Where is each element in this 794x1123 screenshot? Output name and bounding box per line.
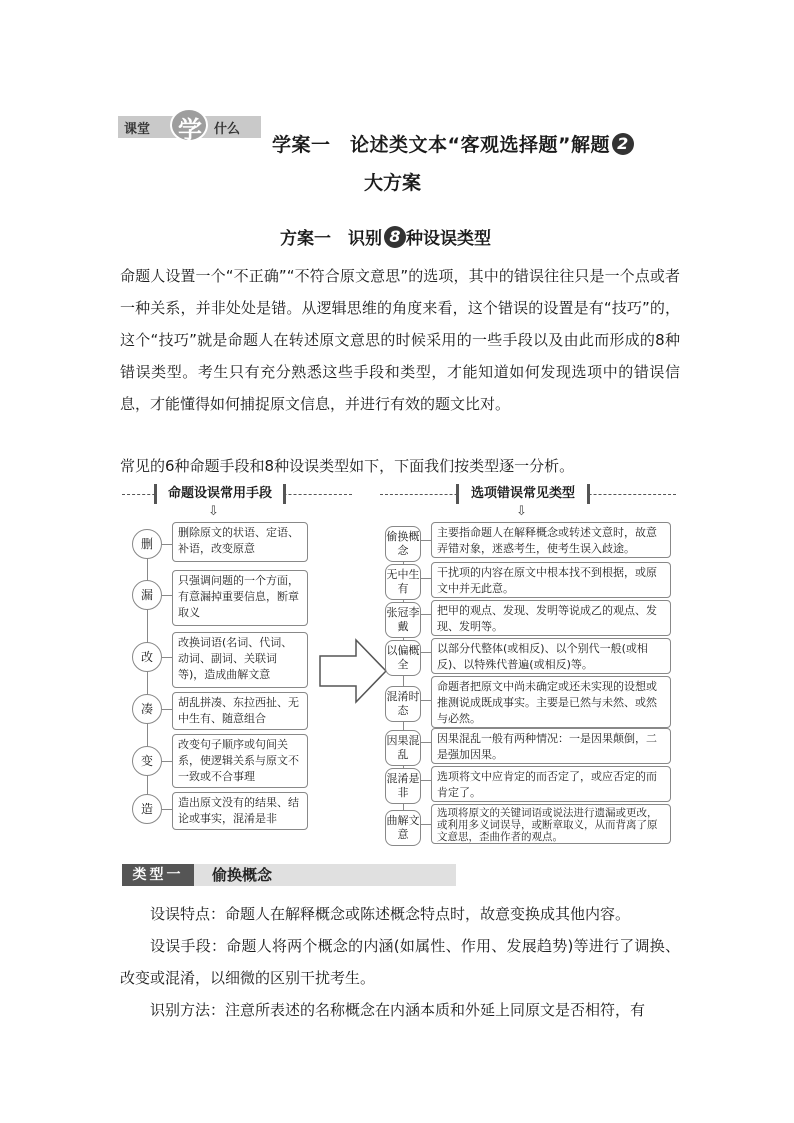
connector (162, 544, 172, 545)
type-box: 命题者把原文中尚未确定或还未实现的设想或推测说成既成事实。主要是已然与未然、或然与必然。 (431, 676, 671, 728)
type1-feature: 设误特点：命题人在解释概念或陈述概念特点时，故意变换成其他内容。 (150, 905, 631, 923)
type-pill (385, 810, 421, 846)
type-box: 把甲的观点、发现、发明等说成乙的观点、发现、发明等。 (431, 600, 671, 636)
badge-text-3: 什么 (214, 122, 241, 137)
connector (421, 652, 431, 653)
section-subtitle (280, 224, 491, 249)
method-box: 造出原文没有的结果、结论或事实，混淆是非 (172, 792, 308, 830)
big-right-arrow-icon (318, 638, 388, 704)
type-name: 偷换概念 (212, 866, 273, 884)
page-title (272, 130, 634, 157)
method-box: 改变句子顺序或句间关系，使逻辑关系与原文不一致或不合事理 (172, 734, 308, 788)
intro-paragraph-1 (120, 260, 680, 420)
method-circle: 凑 (132, 694, 162, 724)
type-label: 类型一 (122, 864, 194, 886)
connector (421, 780, 431, 781)
method-circle: 删 (132, 529, 162, 559)
type1-method: 设误手段：命题人将两个概念的内涵(如属性、作用、发展趋势)等进行了调换、改变或混淆，以细微的区别干扰考生。 (120, 937, 680, 987)
method-circle: 漏 (132, 580, 162, 610)
right-header: 选项错误常见类型 (456, 484, 590, 504)
method-box: 改换词语(名词、代词、动词、副词、关联词等)，造成曲解文意 (172, 632, 308, 688)
section-badge (118, 108, 261, 142)
badge-text-2: 学 (178, 116, 202, 144)
type1-identify: 识别方法：注意所表述的名称概念在内涵本质和外延上同原文是否相符，有 (150, 1001, 646, 1019)
method-circle: 造 (132, 794, 162, 824)
left-header: 命题设误常用手段 (154, 484, 286, 504)
intro-paragraph-2 (120, 450, 680, 482)
connector (421, 824, 431, 825)
badge-text-1: 课堂 (124, 122, 151, 137)
connector (162, 709, 172, 710)
connector (421, 700, 431, 701)
method-box: 只强调问题的一个方面，有意漏掉重要信息，断章取义 (172, 570, 308, 626)
connector (421, 742, 431, 743)
type-box: 主要指命题人在解释概念或转述文意时，故意弄错对象，迷惑考生，使考生误入歧途。 (431, 522, 671, 558)
type-pill (385, 730, 421, 766)
method-type-diagram (118, 484, 678, 844)
type-heading-bar (122, 864, 456, 886)
type-pill-text: 张冠李戴 (386, 606, 420, 633)
connector (162, 809, 172, 810)
type-pill-text: 因果混乱 (386, 734, 420, 761)
type-pill (385, 526, 421, 562)
type-pill-text: 以偏概全 (386, 644, 420, 671)
method-box: 胡乱拼凑、东拉西扯、无中生有、随意组合 (172, 692, 308, 730)
connector (162, 657, 172, 658)
type-pill (385, 602, 421, 638)
right-down-arrow-icon: ⇩ (516, 504, 527, 519)
connector (421, 540, 431, 541)
type-pill-text: 混淆时态 (386, 690, 420, 717)
type-box: 以部分代整体(或相反)、以个别代一般(或相反)、以特殊代普遍(或相反)等。 (431, 638, 671, 674)
intro-text-2: 常见的6种命题手段和8种设误类型如下，下面我们按类型逐一分析。 (120, 457, 575, 475)
type-box: 因果混乱一般有两种情况：一是因果颠倒，二是强加因果。 (431, 728, 671, 764)
type-pill-text: 无中生有 (386, 568, 420, 595)
left-down-arrow-icon: ⇩ (208, 504, 219, 519)
type1-paragraphs (120, 898, 680, 1026)
subtitle-after: 种设误类型 (406, 229, 491, 249)
type-pill-text: 混淆是非 (386, 772, 420, 799)
type-pill (385, 564, 421, 600)
method-box: 删除原文的状语、定语、补语，改变原意 (172, 522, 308, 562)
page-title-text: 学案一 论述类文本“客观选择题”解题 (272, 134, 610, 156)
title-number-circle: 2 (612, 133, 634, 155)
intro-text-1: 命题人设置一个“不正确”“不符合原文意思”的选项，其中的错误往往只是一个点或者一种关系，并非处处是错。从逻辑思维的角度来看，这个错误的设置是有“技巧”的，这个“技巧”就是命题人在转述原文意思的时候采用的一些手段以及由此而形成的8种错误类型。考生只有充分熟悉这些手段和类型，才能知道如何发现选项中的错误信息，才能懂得如何捕捉原文信息，并进行有效的题文比对。 (120, 267, 680, 413)
method-circle: 变 (132, 746, 162, 776)
type-pill-text: 偷换概念 (386, 530, 420, 557)
subtitle-number-circle: 8 (384, 226, 406, 248)
connector (162, 761, 172, 762)
subtitle-before: 方案一 识别 (280, 229, 382, 249)
type-pill-text: 曲解文意 (386, 814, 420, 841)
type-box: 干扰项的内容在原文中根本找不到根据，或原文中并无此意。 (431, 562, 671, 598)
connector (421, 578, 431, 579)
type-box: 选项将文中应肯定的而否定了，或应否定的而肯定了。 (431, 766, 671, 802)
type-pill (385, 640, 421, 676)
type-pill (385, 768, 421, 804)
page-title-line2: 大方案 (364, 172, 422, 194)
method-circle: 改 (132, 642, 162, 672)
connector (162, 595, 172, 596)
type-box: 选项将原文的关键词语或说法进行遗漏或更改，或利用多义词误导，或断章取义，从而背离了原文意思，歪曲作者的观点。 (431, 804, 671, 844)
connector (421, 614, 431, 615)
type-pill (385, 686, 421, 722)
